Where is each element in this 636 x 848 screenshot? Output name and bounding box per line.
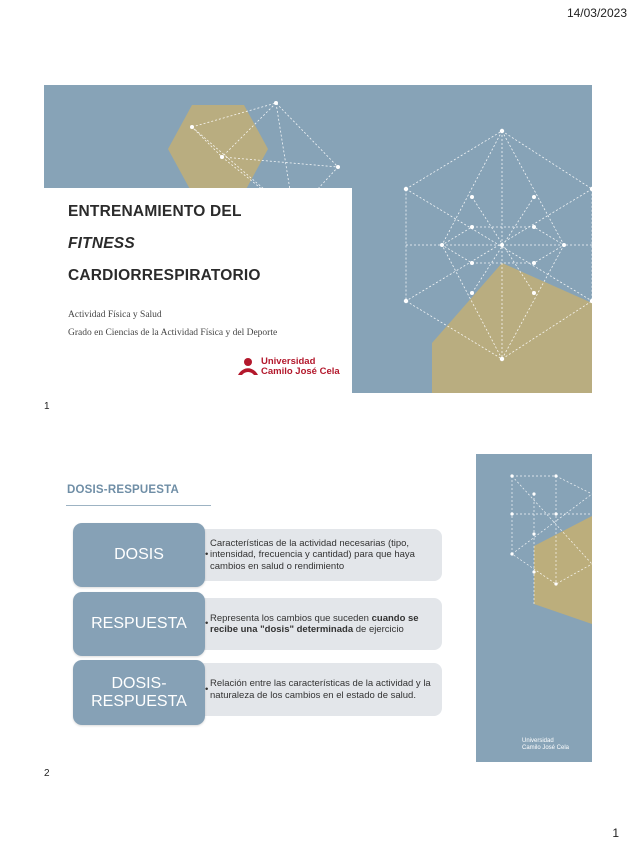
- row-respuesta-label: RESPUESTA: [73, 592, 205, 656]
- subtitle-course: Actividad Física y Salud: [68, 310, 162, 320]
- title-line-3: CARDIORRESPIRATORIO: [68, 267, 261, 284]
- slide-1-number: 1: [44, 401, 50, 412]
- logo-person-icon: [237, 357, 259, 379]
- row-respuesta-description: • Representa los cambios que suceden cuando se recibe una "dosis" determinada de ejercicio: [196, 598, 442, 650]
- page-number: 1: [612, 826, 619, 840]
- title-line-2: FITNESS: [68, 235, 135, 252]
- title-panel: [44, 188, 352, 393]
- logo-text: Universidad Camilo José Cela: [261, 356, 340, 377]
- heading-underline: [66, 505, 211, 506]
- subtitle-degree: Grado en Ciencias de la Actividad Física y del Deporte: [68, 328, 278, 338]
- title-line-1: ENTRENAMIENTO DEL: [68, 203, 242, 220]
- side-logo-text: Universidad Camilo José Cela: [522, 738, 570, 751]
- slide-2-number: 2: [44, 768, 50, 779]
- university-logo: [237, 355, 347, 381]
- row-dosis-label: DOSIS: [73, 523, 205, 587]
- slide-1: [44, 85, 592, 393]
- side-network-graphic: [476, 454, 592, 762]
- row-dosis-respuesta-label: DOSIS- RESPUESTA: [73, 660, 205, 725]
- slide-2-heading: DOSIS-RESPUESTA: [67, 484, 180, 496]
- row-dosis-description: • Características de la actividad necesarias (tipo, intensidad, frecuencia y cantidad) para que haya cambios en salud o rendimiento: [196, 529, 442, 581]
- row-dosis-respuesta-description: • Relación entre las características de la actividad y la naturaleza de los cambios en el estado de salud.: [196, 663, 442, 716]
- slide-2-side-image: [476, 454, 592, 762]
- print-date: 14/03/2023: [566, 6, 627, 20]
